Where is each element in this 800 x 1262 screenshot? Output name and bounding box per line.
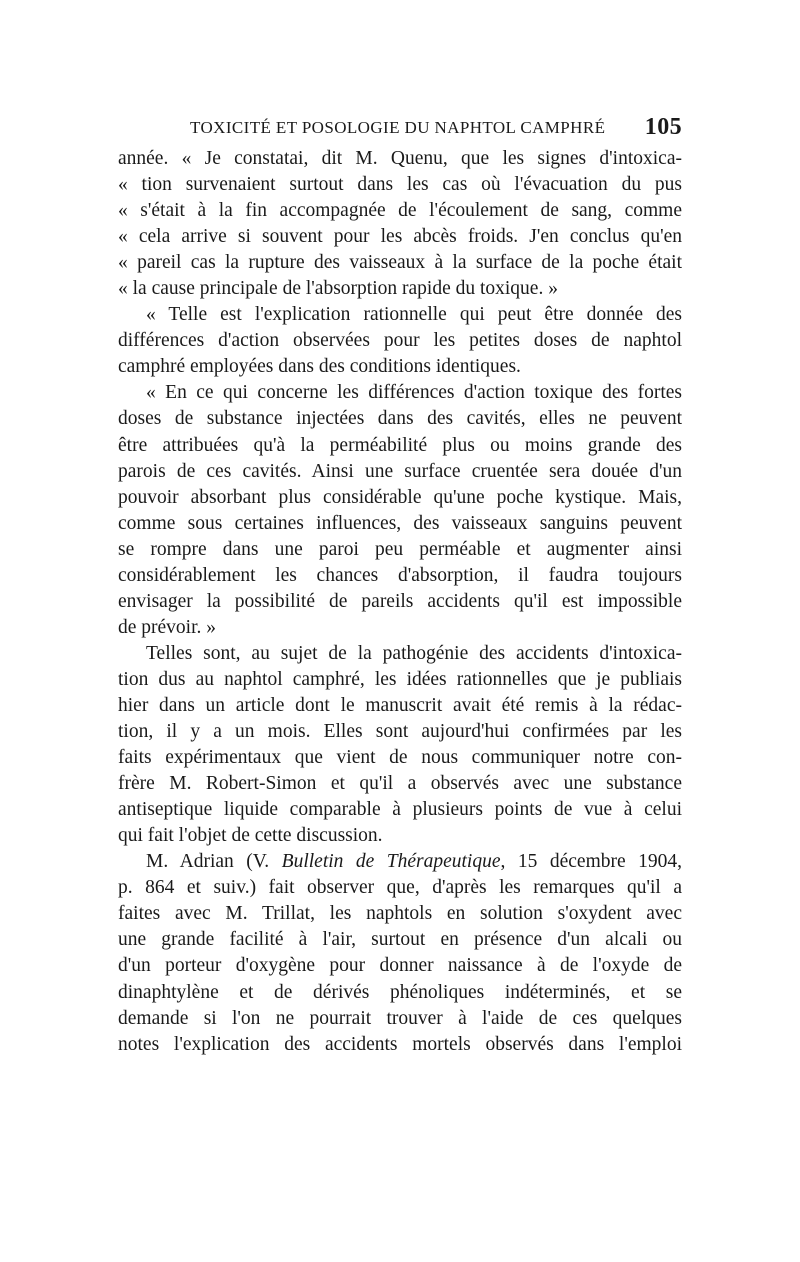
journal-title: Bulletin de Thérapeutique [281, 851, 501, 873]
text-line: envisager la possibilité de pareils accidents qu'il est impossible [118, 590, 682, 612]
text-line: tion, il y a un mois. Elles sont aujourd'hui confirmées par les [118, 721, 682, 743]
text-line: frère M. Robert-Simon et qu'il a observés avec une substance [118, 773, 682, 795]
text-line: p. 864 et suiv.) fait observer que, d'après les remarques qu'il a [118, 877, 682, 899]
text-line: tion dus au naphtol camphré, les idées rationnelles que je publiais [118, 668, 682, 690]
text-line: faits expérimentaux que vient de nous communiquer notre con- [118, 747, 682, 769]
text-line: notes l'explication des accidents mortels observés dans l'emploi [118, 1033, 682, 1055]
body-text [118, 146, 682, 1058]
text-line: demande si l'on ne pourrait trouver à l'aide de ces quelques [118, 1007, 682, 1029]
text-line: parois de ces cavités. Ainsi une surface cruentée sera douée d'un [118, 460, 682, 482]
text-line: « la cause principale de l'absorption rapide du toxique. » [118, 278, 558, 300]
text-line: qui fait l'objet de cette discussion. [118, 825, 383, 847]
text-line-with-citation [118, 849, 682, 875]
text-line: « En ce qui concerne les différences d'action toxique des fortes [146, 382, 682, 404]
text-line: « tion survenaient surtout dans les cas où l'évacuation du pus [118, 174, 682, 196]
text-line: d'un porteur d'oxygène pour donner naissance à de l'oxyde de [118, 955, 682, 977]
text-line: antiseptique liquide comparable à plusieurs points de vue à celui [118, 799, 682, 821]
text-line: être attribuées qu'à la perméabilité plus ou moins grande des [118, 434, 682, 456]
text-line: considérablement les chances d'absorption, il faudra toujours [118, 564, 682, 586]
running-title: TOXICITÉ ET POSOLOGIE DU NAPHTOL CAMPHRÉ [190, 118, 606, 137]
citation-prefix: M. Adrian (V. [146, 851, 282, 873]
page-number: 105 [644, 114, 682, 140]
text-line: dinaphtylène et de dérivés phénoliques indéterminés, et se [118, 981, 682, 1003]
text-line: « cela arrive si souvent pour les abcès froids. J'en conclus qu'en [118, 226, 682, 248]
running-head [118, 114, 682, 144]
text-line: comme sous certaines influences, des vaisseaux sanguins peuvent [118, 512, 682, 534]
text-line: année. « Je constatai, dit M. Quenu, que les signes d'intoxica- [118, 148, 682, 169]
text-line: se rompre dans une paroi peu perméable et augmenter ainsi [118, 538, 682, 560]
text-line: camphré employées dans des conditions identiques. [118, 356, 521, 378]
text-line: « pareil cas la rupture des vaisseaux à la surface de la poche était [118, 252, 682, 274]
text-line: Telles sont, au sujet de la pathogénie des accidents d'intoxica- [146, 642, 682, 664]
text-line: une grande facilité à l'air, surtout en présence d'un alcali ou [118, 929, 682, 951]
text-line: pouvoir absorbant plus considérable qu'une poche kystique. Mais, [118, 486, 682, 508]
text-line: « s'était à la fin accompagnée de l'écoulement de sang, comme [118, 200, 682, 222]
citation-suffix: , 15 décembre 1904, [500, 851, 682, 873]
text-line: doses de substance injectées dans des cavités, elles ne peuvent [118, 408, 682, 430]
text-line: « Telle est l'explication rationnelle qui peut être donnée des [146, 304, 682, 326]
text-line: de prévoir. » [118, 616, 217, 638]
text-line: hier dans un article dont le manuscrit avait été remis à la rédac- [118, 694, 682, 716]
text-line: différences d'action observées pour les petites doses de naphtol [118, 330, 682, 352]
text-line: faites avec M. Trillat, les naphtols en solution s'oxydent avec [118, 903, 682, 925]
